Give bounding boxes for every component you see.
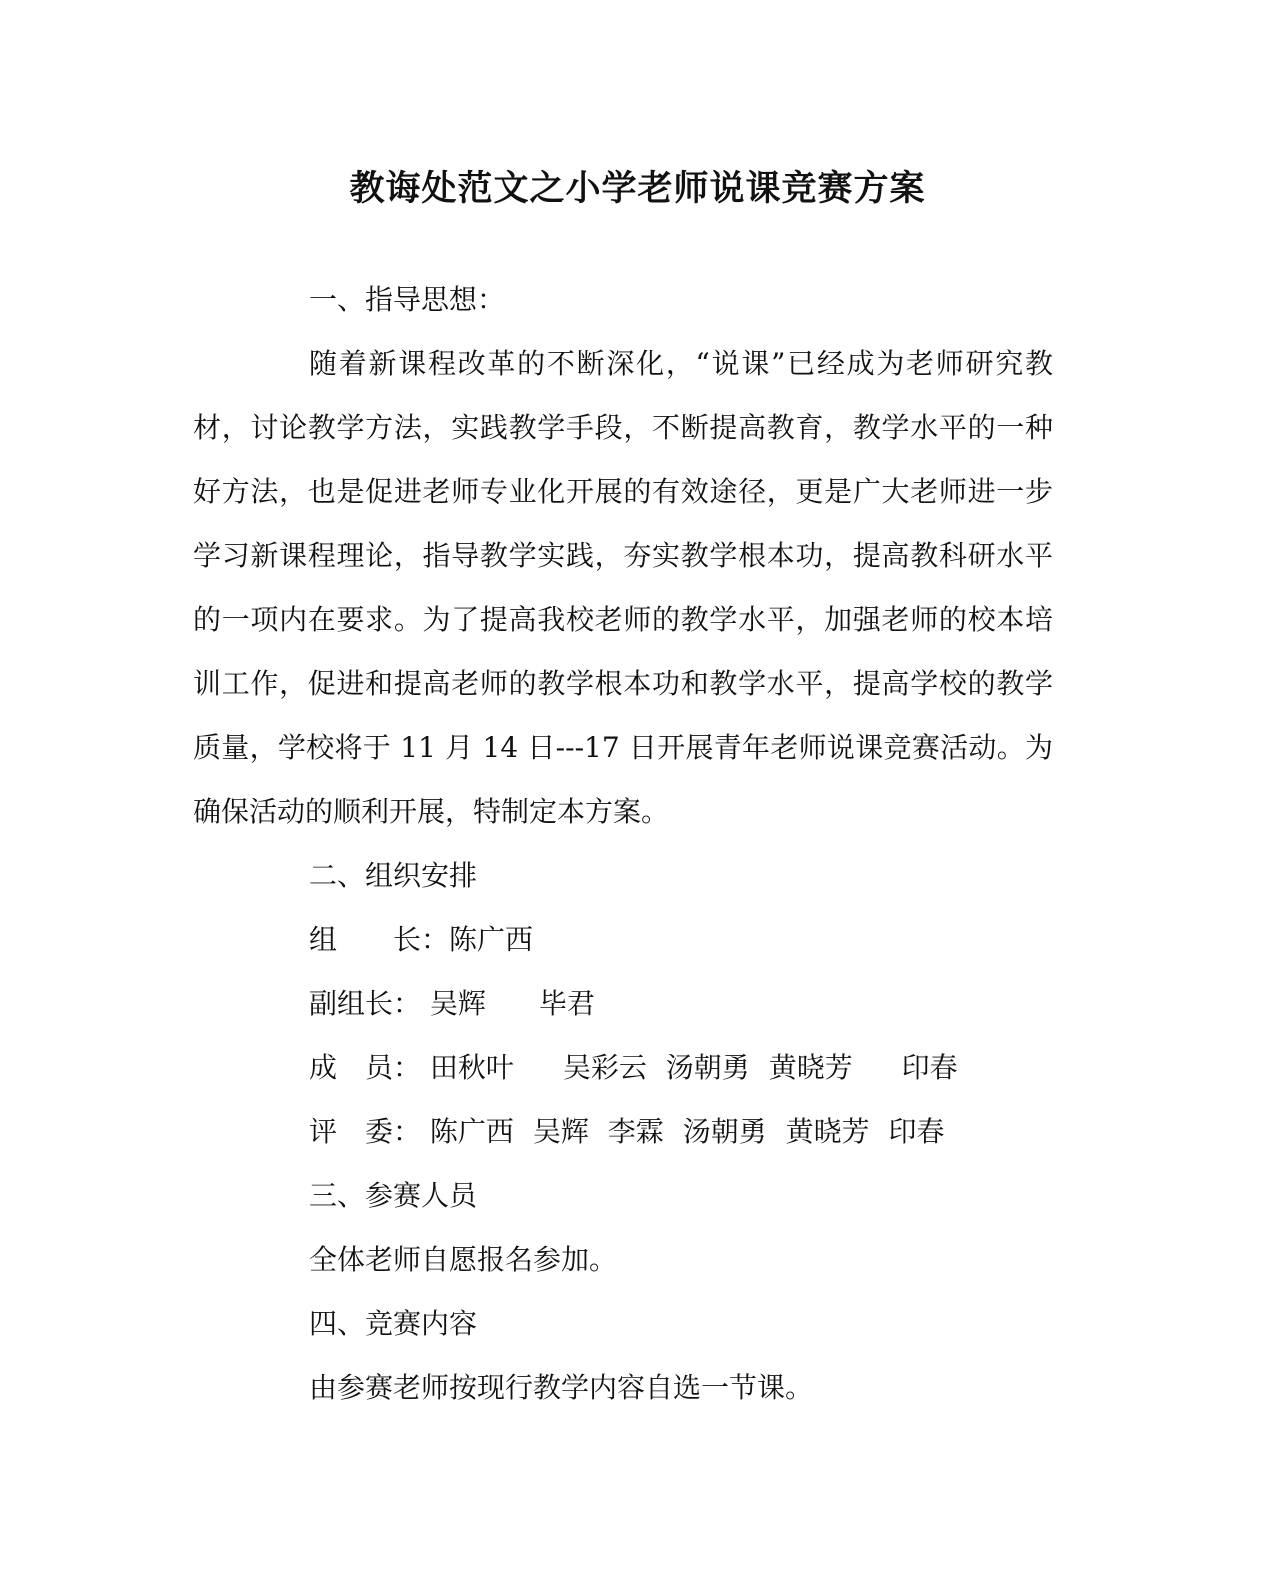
paragraph-line: 确保活动的顺利开展，特制定本方案。 [193, 795, 670, 828]
member-name: 吴彩云 [562, 1051, 647, 1084]
paragraph-line: 材，讨论教学方法，实践教学手段，不断提高教育，教学水平的一种 [193, 411, 1053, 444]
document-title: 教诲处范文之小学老师说课竞赛方案 [349, 168, 926, 209]
paragraph-line: 好方法，也是促进老师专业化开展的有效途径，更是广大老师进一步 [193, 475, 1053, 508]
leader-label: 组 长： [309, 923, 450, 956]
member-name: 汤朝勇 [665, 1051, 750, 1084]
members-row [309, 1048, 958, 1088]
judges-label: 评 委： [309, 1115, 422, 1148]
paragraph-line: 的一项内在要求。为了提高我校老师的教学水平，加强老师的校本培 [193, 603, 1053, 636]
section-3-heading: 三、参赛人员 [309, 1179, 478, 1212]
paragraph-line: 学习新课程理论，指导教学实践，夯实教学根本功，提高教科研水平 [193, 539, 1053, 572]
leader-name: 陈广西 [449, 923, 534, 956]
section-1-heading: 一、指导思想： [309, 283, 506, 316]
member-name: 印春 [901, 1051, 958, 1084]
judges-row [309, 1112, 945, 1152]
member-name: 田秋叶 [429, 1051, 514, 1084]
paragraph-line: 训工作，促进和提高老师的教学根本功和教学水平，提高学校的教学 [193, 667, 1053, 700]
judge-name: 吴辉 [532, 1115, 589, 1148]
section-2-heading: 二、组织安排 [309, 859, 478, 892]
leader-row [309, 920, 533, 960]
member-name: 黄晓芳 [768, 1051, 853, 1084]
deputy-name: 毕君 [538, 987, 595, 1020]
judge-name: 汤朝勇 [682, 1115, 767, 1148]
deputy-name: 吴辉 [429, 987, 486, 1020]
deputy-row [309, 984, 595, 1024]
deputy-label: 副组长： [309, 987, 422, 1020]
judge-name: 李霖 [607, 1115, 664, 1148]
section-4-text: 由参赛老师按现行教学内容自选一节课。 [309, 1371, 814, 1404]
paragraph-line: 质量，学校将于 11 月 14 日---17 日开展青年老师说课竞赛活动。为 [193, 731, 1053, 764]
section-3-text: 全体老师自愿报名参加。 [309, 1243, 618, 1276]
section-4-heading: 四、竞赛内容 [309, 1307, 478, 1340]
judge-name: 陈广西 [429, 1115, 514, 1148]
paragraph-line: 随着新课程改革的不断深化，“说课”已经成为老师研究教 [309, 347, 1053, 380]
judge-name: 印春 [888, 1115, 945, 1148]
members-label: 成 员： [309, 1051, 422, 1084]
judge-name: 黄晓芳 [785, 1115, 870, 1148]
